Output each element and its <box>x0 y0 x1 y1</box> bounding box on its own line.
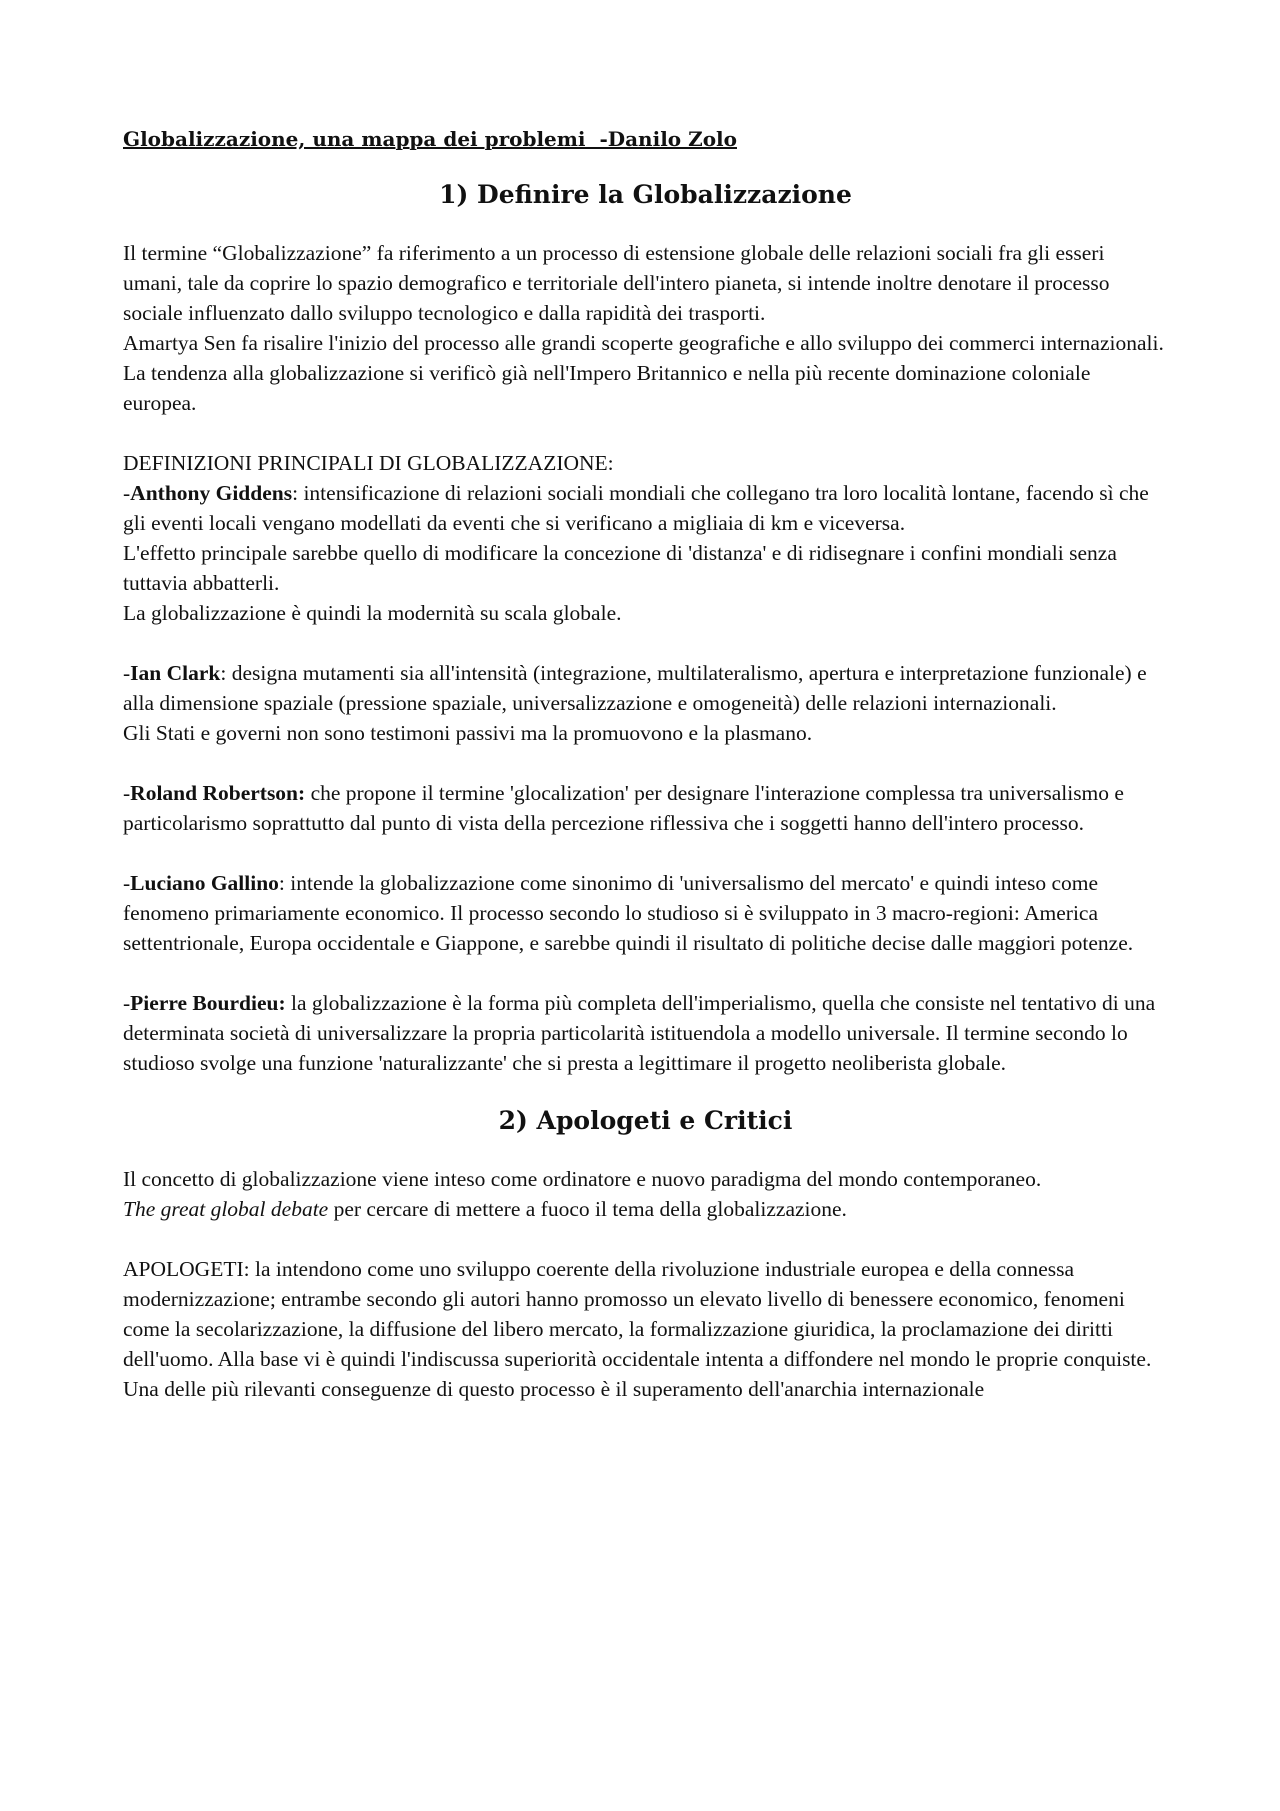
definition-paragraph: -Anthony Giddens: intensificazione di relazioni sociali mondiali che collegano tra loro località lontane, facendo sì che gli eventi locali vengano modellati da eventi che si verificano a migliaia di km e viceversa. <box>123 481 1149 535</box>
definition-extra: La globalizzazione è quindi la modernità su scala globale. <box>123 601 622 625</box>
author-name: Luciano Gallino <box>130 871 279 895</box>
author-name: Anthony Giddens <box>130 481 293 505</box>
definition-paragraph: -Ian Clark: designa mutamenti sia all'intensità (integrazione, multilateralismo, apertura e interpretazione funzionale) e alla dimensione spaziale (pressione spaziale, universalizzazione e omogeneità) delle relazioni internazionali. <box>123 661 1147 715</box>
definition-paragraph: -Pierre Bourdieu: la globalizzazione è la forma più completa dell'imperialismo, quella che consiste nel tentativo di una determinata società di universalizzare la propria particolarità istituendola a modello universale. Il termine secondo lo studioso svolge una funzione 'naturalizzante' che si presta a legittimare il progetto neoliberista globale. <box>123 991 1156 1075</box>
definition-extra: L'effetto principale sarebbe quello di modificare la concezione di 'distanza' e di ridisegnare i confini mondiali senza tuttavia abbatterli. <box>123 541 1117 595</box>
definition-text: intensificazione di relazioni sociali mondiali che collegano tra loro località lontane, facendo sì che gli eventi locali vengano modellati da eventi che si verificano a migliaia di km e viceversa. <box>123 481 1149 535</box>
section-1-heading: 1) Definire la Globalizzazione <box>439 180 852 209</box>
section-2-paragraph: Il concetto di globalizzazione viene inteso come ordinatore e nuovo paradigma del mondo contemporaneo. <box>123 1167 1042 1191</box>
author-name: Roland Robertson: <box>130 781 306 805</box>
section-2-paragraph: Una delle più rilevanti conseguenze di questo processo è il superamento dell'anarchia internazionale <box>123 1377 985 1401</box>
paragraph-text: per cercare di mettere a fuoco il tema della globalizzazione. <box>328 1197 847 1221</box>
definition-text: che propone il termine 'glocalization' per designare l'interazione complessa tra universalismo e particolarismo soprattutto dal punto di vista della percezione riflessiva che i soggetti hanno dell'intero processo. <box>123 781 1124 835</box>
section-2-paragraph: APOLOGETI: la intendono come uno sviluppo coerente della rivoluzione industriale europea e della connessa modernizzazione; entrambe secondo gli autori hanno promosso un elevato livello di benessere economico, fenomeni come la secolarizzazione, la diffusione del libero mercato, la formalizzazione giuridica, la proclamazione dei diritti dell'uomo. Alla base vi è quindi l'indiscussa superiorità occidentale intenta a diffondere nel mondo le proprie conquiste. <box>123 1257 1152 1371</box>
document-title: Globalizzazione, una mappa dei problemi -Danilo Zolo <box>123 127 737 151</box>
separator: : <box>292 481 299 505</box>
definition-gallino <box>123 868 1168 958</box>
section-2-paragraph <box>123 1194 1168 1224</box>
apologeti-block <box>123 1254 1168 1404</box>
definition-robertson <box>123 778 1168 838</box>
author-name: Pierre Bourdieu: <box>130 991 286 1015</box>
italic-title: The great global debate <box>123 1197 329 1221</box>
section-1-intro <box>123 238 1168 418</box>
definition-paragraph: -Luciano Gallino: intende la globalizzazione come sinonimo di 'universalismo del mercato' e quindi inteso come fenomeno primariamente economico. Il processo secondo lo studioso si è sviluppato in 3 macro-regioni: America settentrionale, Europa occidentale e Giappone, e sarebbe quindi il risultato di politiche decise dalle maggiori potenze. <box>123 871 1134 955</box>
definition-text: intende la globalizzazione come sinonimo di 'universalismo del mercato' e quindi inteso come fenomeno primariamente economico. Il processo secondo lo studioso si è sviluppato in 3 macro-regioni: America settentrionale, Europa occidentale e Giappone, e sarebbe quindi il risultato di politiche decise dalle maggiori potenze. <box>123 871 1134 955</box>
definition-text: la globalizzazione è la forma più completa dell'imperialismo, quella che consiste nel tentativo di una determinata società di universalizzare la propria particolarità istituendola a modello universale. Il termine secondo lo studioso svolge una funzione 'naturalizzante' che si presta a legittimare il progetto neoliberista globale. <box>123 991 1156 1075</box>
definition-text: designa mutamenti sia all'intensità (integrazione, multilateralismo, apertura e interpretazione funzionale) e alla dimensione spaziale (pressione spaziale, universalizzazione e omogeneità) delle relazioni internazionali. <box>123 661 1147 715</box>
separator: : <box>220 661 227 685</box>
section-2-heading: 2) Apologeti e Critici <box>498 1106 793 1135</box>
definition-extra: Gli Stati e governi non sono testimoni passivi ma la promuovono e la plasmano. <box>123 721 813 745</box>
definition-giddens <box>123 448 1168 628</box>
definition-bourdieu <box>123 988 1168 1078</box>
intro-paragraph: La tendenza alla globalizzazione si verificò già nell'Impero Britannico e nella più recente dominazione coloniale europea. <box>123 361 1091 415</box>
definitions-label: DEFINIZIONI PRINCIPALI DI GLOBALIZZAZIONE: <box>123 451 614 475</box>
author-name: Ian Clark <box>130 661 221 685</box>
definition-clark <box>123 658 1168 748</box>
separator: : <box>278 871 285 895</box>
section-2-intro <box>123 1164 1168 1224</box>
intro-paragraph: Il termine “Globalizzazione” fa riferimento a un processo di estensione globale delle relazioni sociali fra gli esseri umani, tale da coprire lo spazio demografico e territoriale dell'intero pianeta, si intende inoltre denotare il processo sociale influenzato dallo sviluppo tecnologico e dalla rapidità dei trasporti. <box>123 241 1110 325</box>
definition-paragraph: -Roland Robertson: che propone il termine 'glocalization' per designare l'interazione complessa tra universalismo e particolarismo soprattutto dal punto di vista della percezione riflessiva che i soggetti hanno dell'intero processo. <box>123 781 1124 835</box>
intro-paragraph: Amartya Sen fa risalire l'inizio del processo alle grandi scoperte geografiche e allo sviluppo dei commerci internazionali. <box>123 331 1164 355</box>
document-page <box>123 0 1168 1404</box>
